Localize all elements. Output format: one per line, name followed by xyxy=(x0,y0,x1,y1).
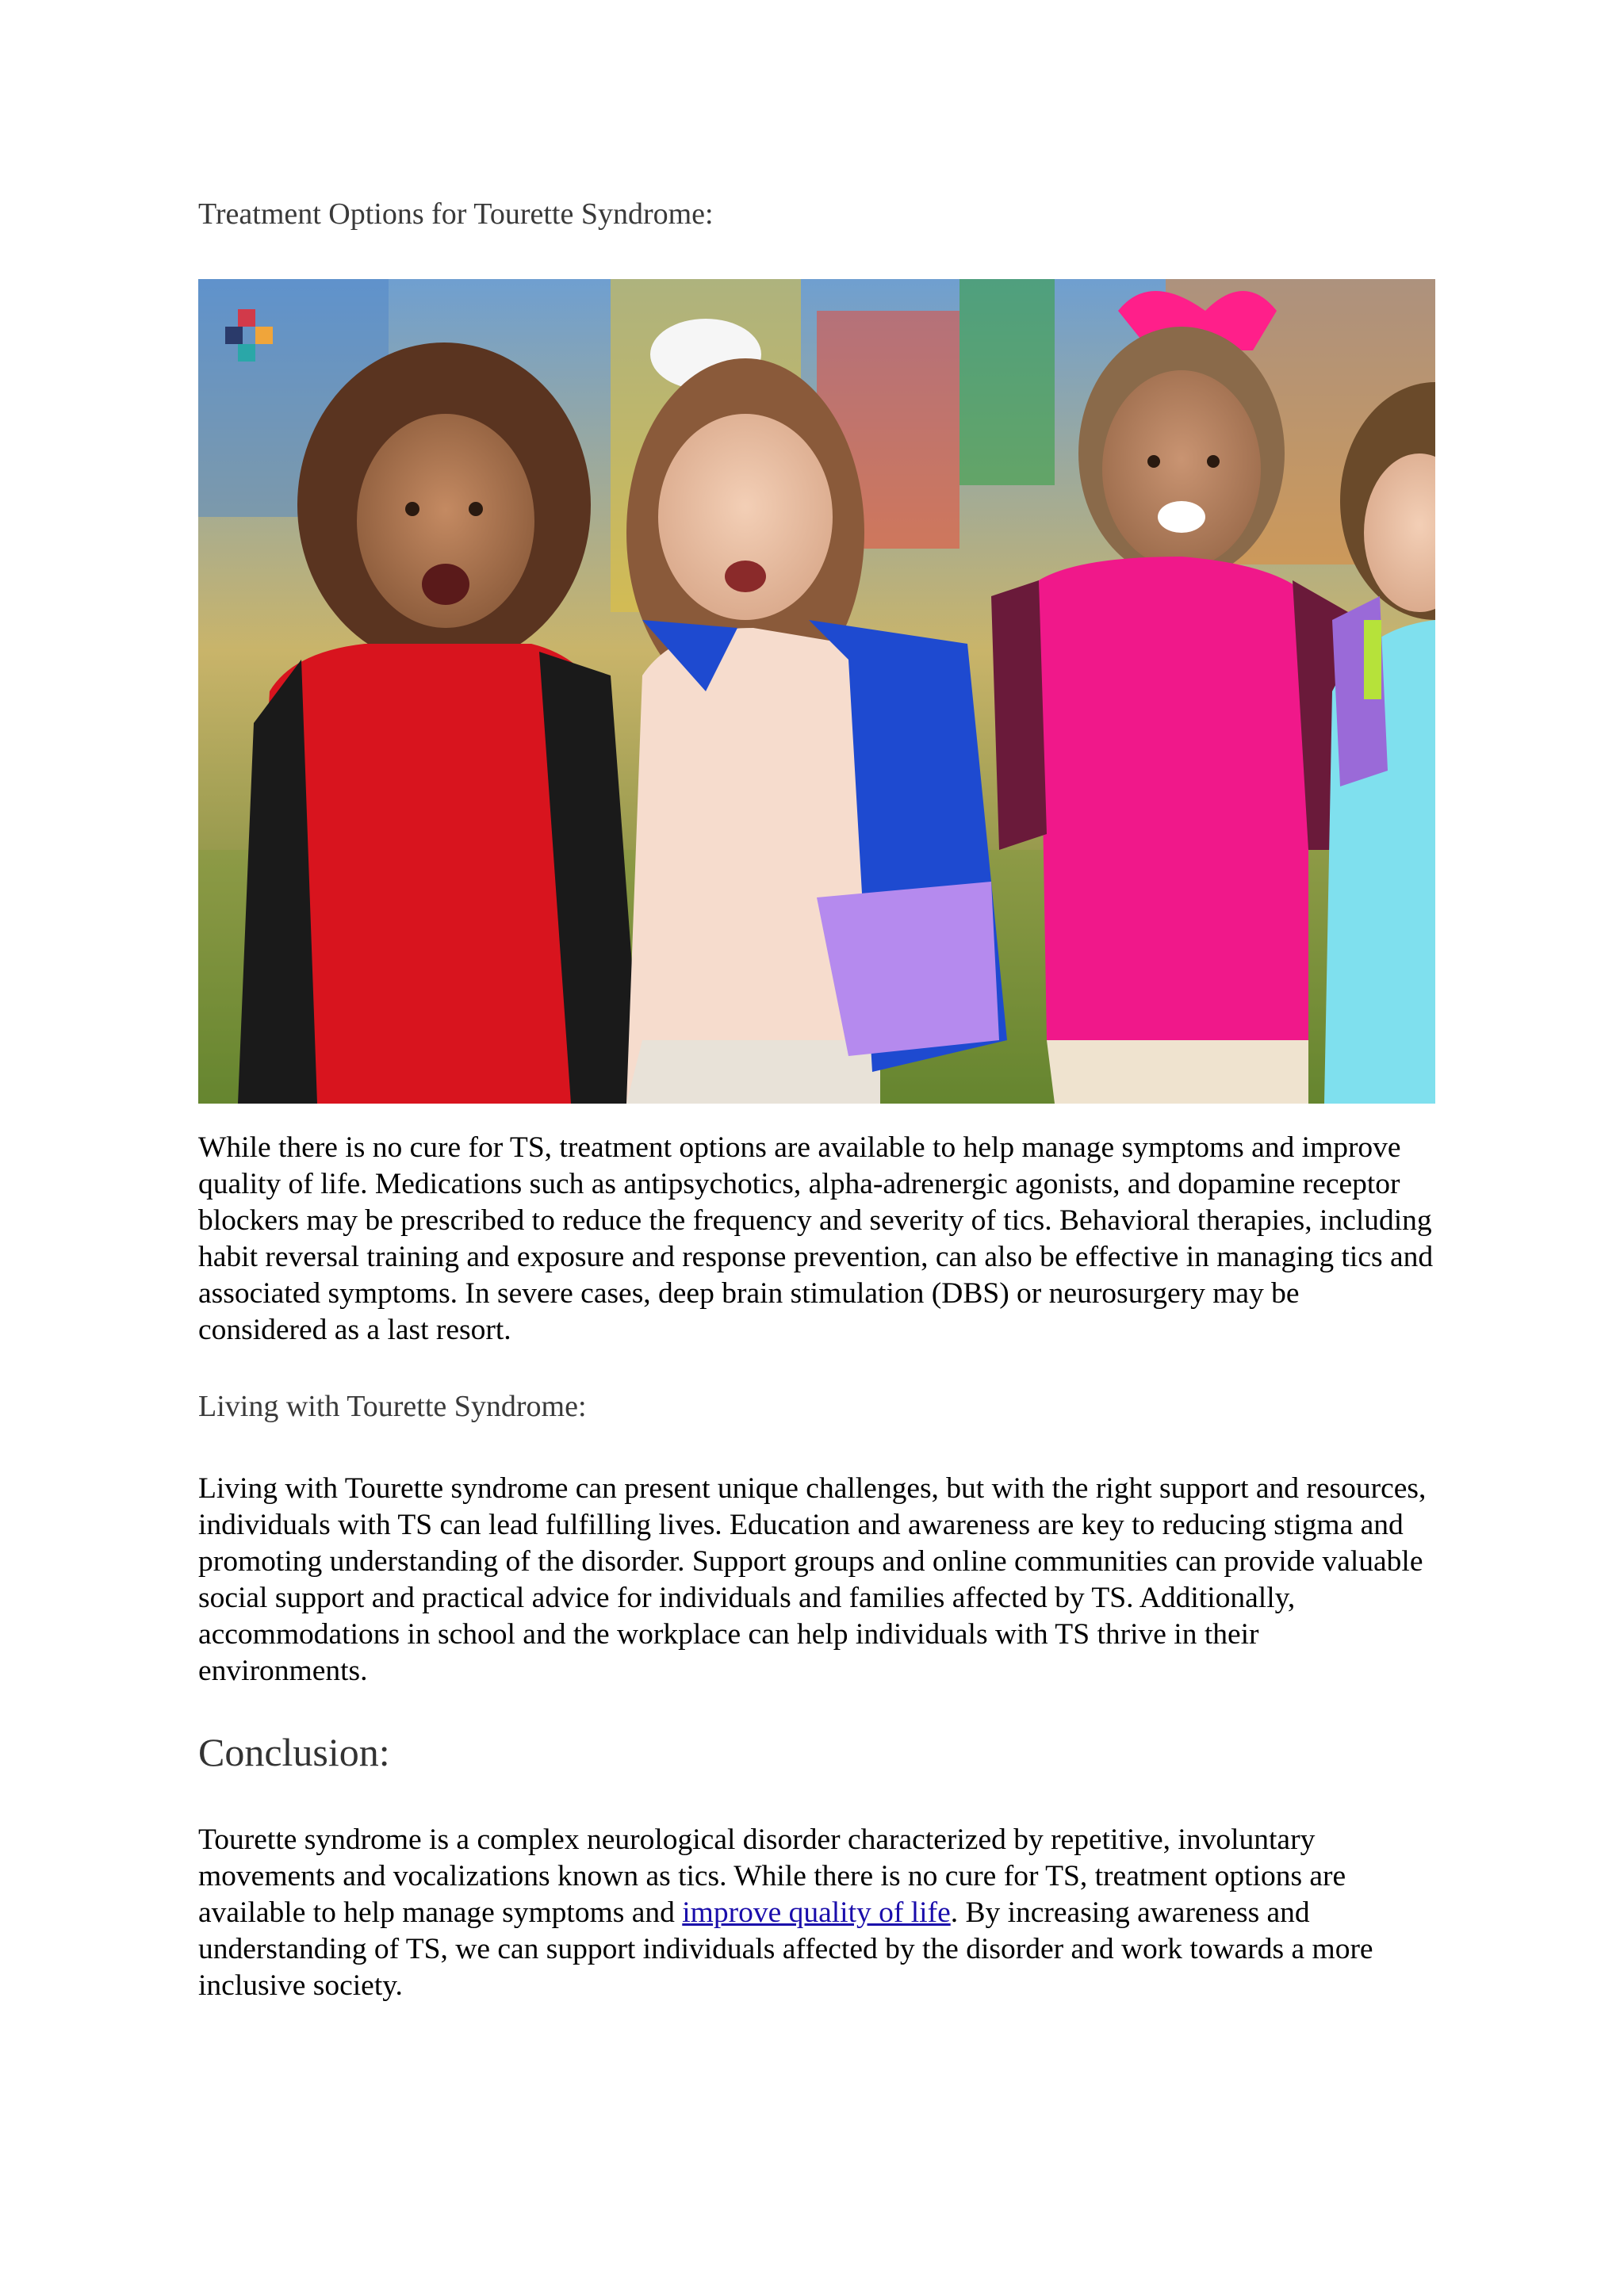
conclusion-text-before-link: Tourette syndrome is a complex neurological disorder characterized by repetitive, involuntary movements and vocalizations known as tics. While there is no cure for TS, treatment options are available to help manage symptoms and xyxy=(198,1823,1346,1929)
conclusion-paragraph xyxy=(198,1822,1435,2004)
treatment-heading: Treatment Options for Tourette Syndrome: xyxy=(198,197,714,231)
conclusion-heading: Conclusion: xyxy=(198,1730,390,1774)
improve-quality-of-life-link[interactable]: improve quality of life xyxy=(682,1896,951,1929)
conclusion-text-after-link: . By increasing awareness and understanding of TS, we can support individuals affected by the disorder and work towards a more inclusive society. xyxy=(198,1896,1373,2002)
hero-image xyxy=(198,279,1435,1104)
living-heading: Living with Tourette Syndrome: xyxy=(198,1390,587,1423)
treatment-paragraph: While there is no cure for TS, treatment options are available to help manage symptoms and improve quality of life. Medications such as antipsychotics, alpha-adrenergic agonists, and dopamine receptor blockers may be prescribed to reduce the frequency and severity of tics. Behavioral therapies, including habit reversal training and exposure and response prevention, can also be effective in managing tics and associated symptoms. In severe cases, deep brain stimulation (DBS) or neurosurgery may be considered as a last resort. xyxy=(198,1131,1434,1346)
living-paragraph: Living with Tourette syndrome can present unique challenges, but with the right support and resources, individuals with TS can lead fulfilling lives. Education and awareness are key to reducing stigma and promoting understanding of the disorder. Support groups and online communities can provide valuable social support and practical advice for individuals and families affected by TS. Additionally, accommodations in school and the workplace can help individuals with TS thrive in their environments. xyxy=(198,1472,1427,1687)
